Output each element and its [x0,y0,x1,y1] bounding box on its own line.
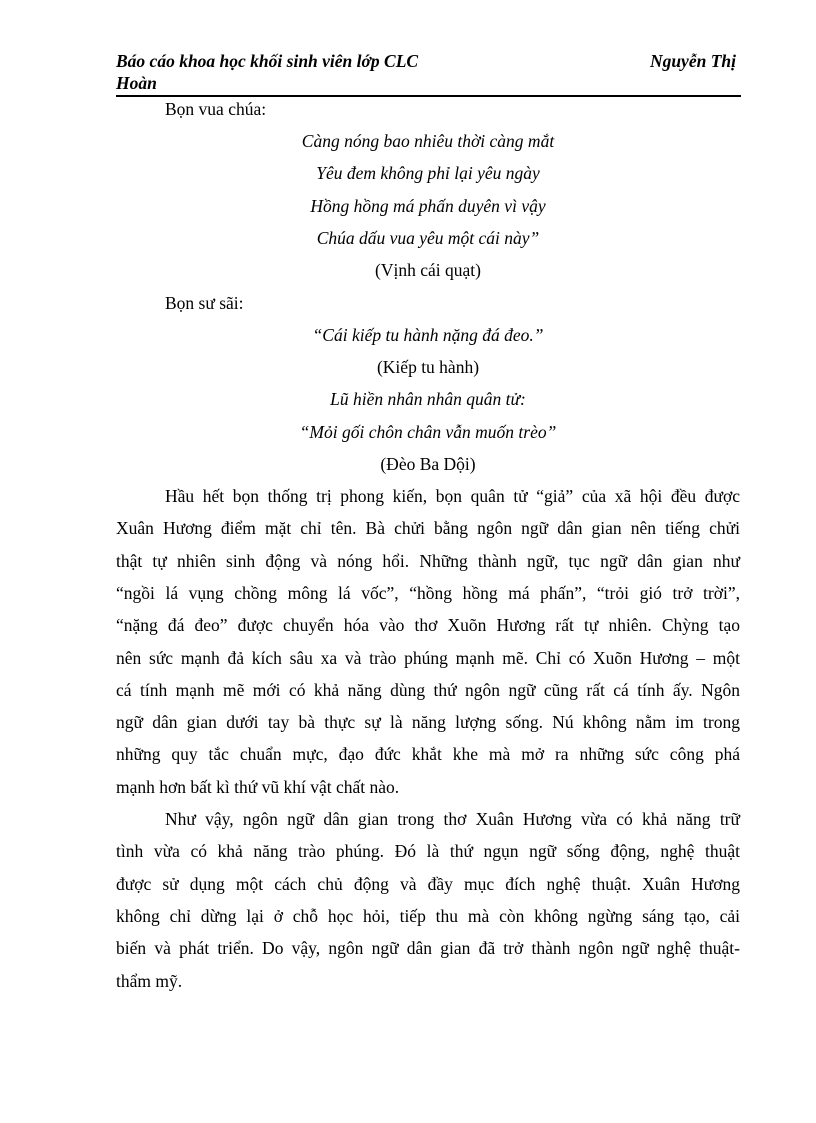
paragraph-line: những quy tắc chuẩn mực, đạo đức khắt khe mà mở ra những sức công phá [116,744,740,764]
poem-line: Càng nóng bao nhiêu thời càng mắt [301,131,555,151]
poem-line: “Cái kiếp tu hành nặng đá đeo.” [312,325,544,345]
label-su-sai: Bọn sư sãi: [165,293,244,313]
paragraph-line: được sử dụng một cách chủ động và đầy mục đích nghệ thuật. Xuân Hương [116,874,740,894]
paragraph-line: tình vừa có khả năng trào phúng. Đó là thứ ngụn ngữ sống động, nghệ thuật [116,841,740,861]
poem-caption: (Vịnh cái quạt) [375,260,481,280]
poem-line: Chúa dấu vua yêu một cái này” [316,228,540,248]
poem-line: Lũ hiền nhân nhân quân tử: [330,389,526,409]
paragraph-line: nên sức mạnh đả kích sâu xa và trào phúng mạnh mẽ. Chỉ có Xuõn Hương – một [116,648,740,668]
poem-line: Hồng hồng má phấn duyên vì vậy [310,196,546,216]
paragraph-line: cá tính mạnh mẽ mới có khả năng dùng thứ ngôn ngữ cũng rất cá tính ấy. Ngôn [116,680,740,700]
header-author: Nguyễn Thị [649,51,736,71]
poem-caption: (Kiếp tu hành) [376,357,480,377]
header-rule [116,95,741,97]
paragraph-line: thẩm mỹ. [116,971,183,991]
poem-line: “Mỏi gối chôn chân vẫn muốn trèo” [299,422,557,442]
header-author-continued: Hoàn [116,73,157,93]
paragraph-line: biến và phát triển. Do vậy, ngôn ngữ dân gian đã trở thành ngôn ngữ nghệ thuật- [116,938,740,958]
paragraph-line: Như vậy, ngôn ngữ dân gian trong thơ Xuân Hương vừa có khả năng trữ [165,809,740,829]
poem-line: Yêu đem không phỉ lại yêu ngày [316,163,540,183]
paragraph-line: “ngồi lá vụng chồng mông lá vốc”, “hồng hồng má phấn”, “trỏi gió trở trời”, [116,583,740,603]
poem-caption: (Đèo Ba Dội) [380,454,476,474]
paragraph-line: “nặng đá đeo” được chuyển hóa vào thơ Xuõn Hương rất tự nhiên. Chỳng tạo [116,615,740,635]
header-title: Báo cáo khoa học khối sinh viên lớp CLC [116,51,419,71]
paragraph-line: không chỉ dừng lại ở chỗ học hỏi, tiếp thu mà còn không ngừng sáng tạo, cải [116,906,740,926]
paragraph-line: Hầu hết bọn thống trị phong kiến, bọn quân tử “giả” của xã hội đều được [165,486,740,506]
label-vua-chua: Bọn vua chúa: [165,99,267,119]
paragraph-line: mạnh hơn bất kì thứ vũ khí vật chất nào. [116,777,400,797]
paragraph-line: Xuân Hương điểm mặt chỉ tên. Bà chửi bằng ngôn ngữ dân gian nên tiếng chửi [116,518,740,538]
paragraph-line: thật tự nhiên sinh động và nóng hổi. Những thành ngữ, tục ngữ dân gian như [116,551,740,571]
paragraph-line: ngữ dân gian dưới tay bà thực sự là năng lượng sống. Nú không nằm im trong [116,712,740,732]
